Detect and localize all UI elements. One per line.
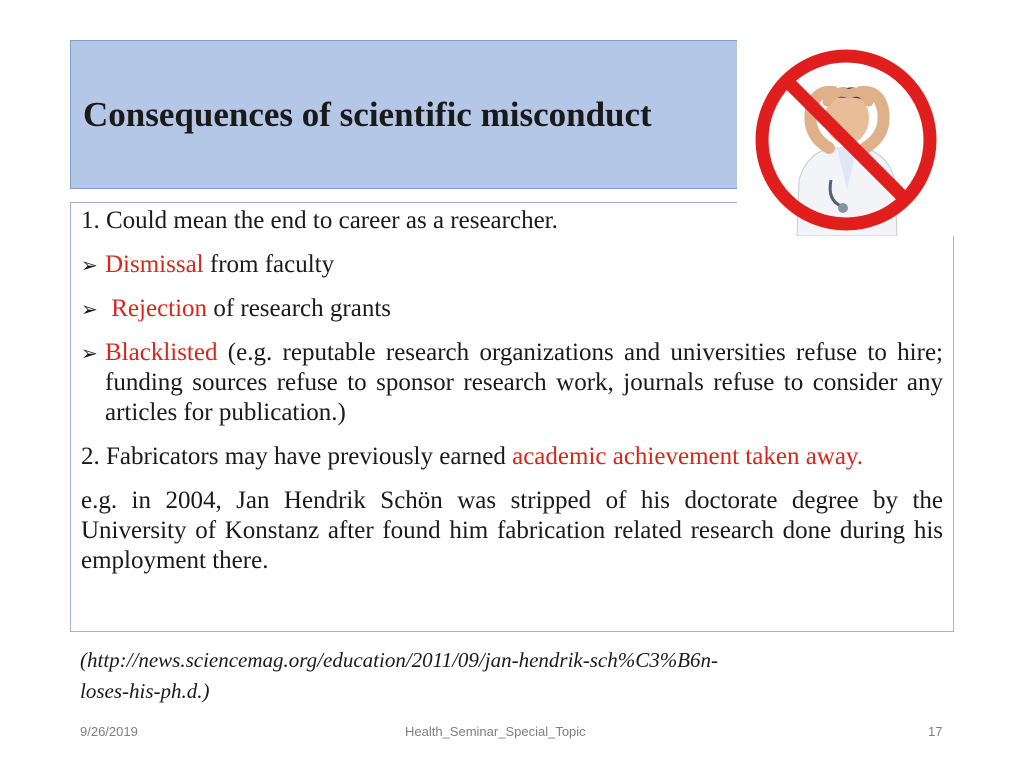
point-2-text: 2. Fabricators may have previously earned <box>81 443 513 470</box>
prohibition-picture <box>737 40 954 236</box>
arrow-bullet-icon: ➢ <box>81 297 98 321</box>
bullet-highlight: Rejection <box>111 295 208 322</box>
bullet-blacklisted <box>81 338 943 428</box>
bullet-rejection <box>81 294 943 324</box>
arrow-bullet-icon: ➢ <box>81 253 98 277</box>
bullet-text: (e.g. reputable research organizations and universities refuse to hire; funding sources refuse to sponsor research work, journals refuse to consider any articles for publication.) <box>105 339 943 426</box>
bullet-text: of research grants <box>207 295 391 322</box>
citation-line-1: (http://news.sciencemag.org/education/2011/09/jan-hendrik-sch%C3%B6n- <box>80 648 719 672</box>
bullet-dismissal <box>81 250 943 280</box>
point-2-highlight: academic achievement taken away. <box>512 443 864 470</box>
content-box <box>70 202 954 632</box>
page-number: 17 <box>928 724 943 739</box>
no-doctor-stressed-icon <box>737 40 954 236</box>
citation-line-2: loses-his-ph.d.) <box>80 679 210 703</box>
bullet-text: from faculty <box>203 251 335 278</box>
example-paragraph: e.g. in 2004, Jan Hendrik Schön was stripped of his doctorate degree by the University of Konstanz after found him fabrication related research done during his employment there. <box>81 487 943 574</box>
footer-title: Health_Seminar_Special_Topic <box>405 724 586 739</box>
bullet-highlight: Dismissal <box>105 251 204 278</box>
arrow-bullet-icon: ➢ <box>81 341 98 365</box>
citation <box>80 645 900 707</box>
bullet-highlight: Blacklisted <box>105 339 218 366</box>
footer-date: 9/26/2019 <box>80 724 138 739</box>
point-2 <box>81 442 943 472</box>
content-body <box>81 206 943 590</box>
point-1: 1. Could mean the end to career as a researcher. <box>81 207 558 234</box>
slide-title: Consequences of scientific misconduct <box>83 95 652 134</box>
